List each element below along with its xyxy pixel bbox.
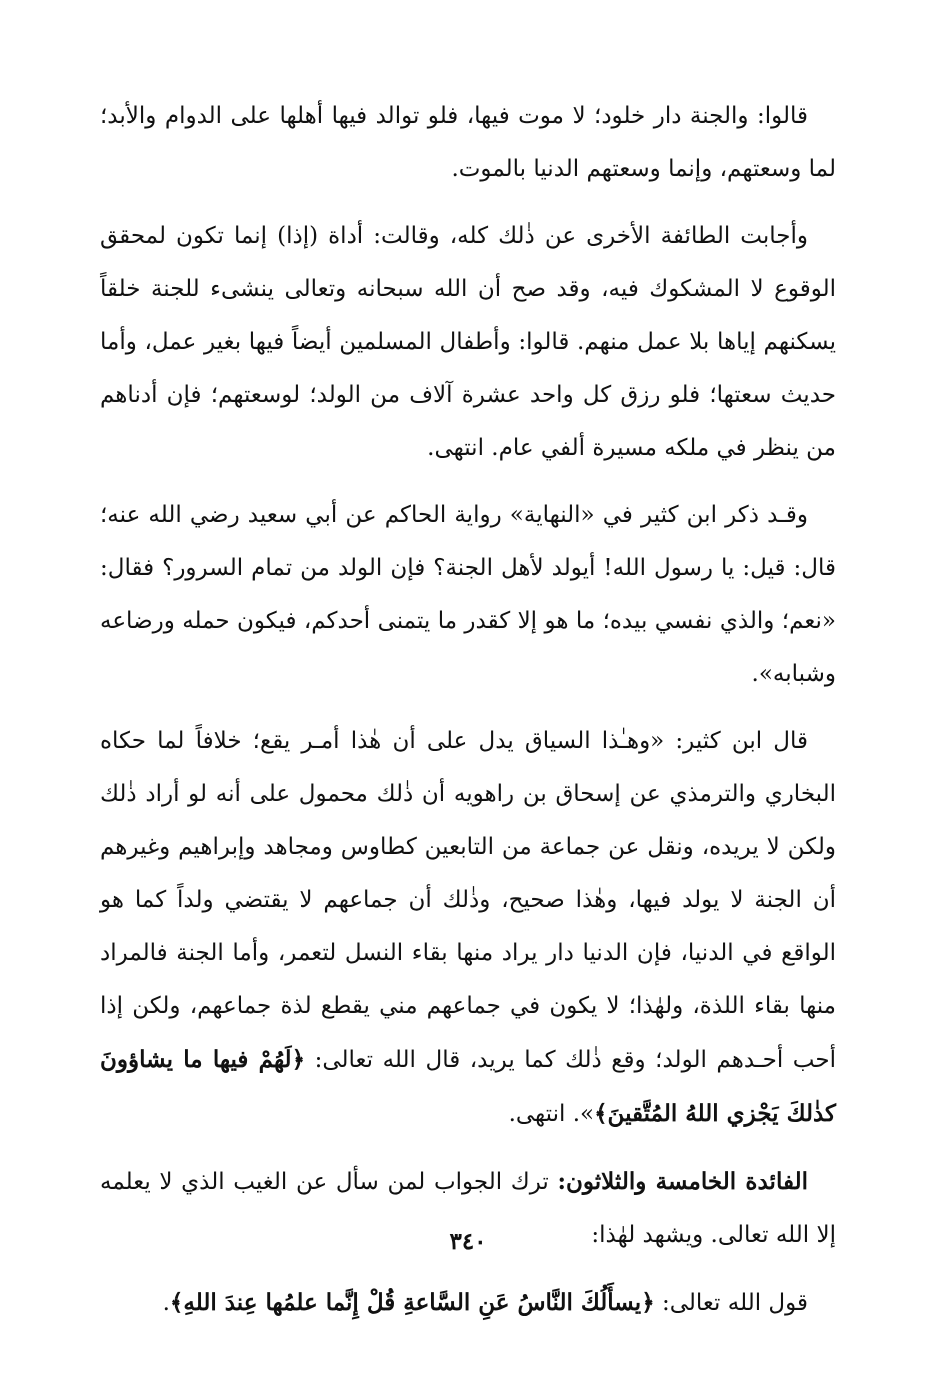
paragraph-3-text: وقـد ذكر ابن كثير في «النهاية» رواية الحاكم عن أبي سعيد رضي الله عنه؛ قال: قيل: يا رسول الله! أيولد لأهل الجنة؟ فإن الولد من تمام السرور؟ فقال: «نعم؛ والذي نفسي بيده؛ ما هو إلا كقدر ما يتمنى أحدكم، فيكون حمله ورضاعه وشبابه». [100,502,836,687]
paragraph-4-closing: ». انتهى. [508,1101,595,1127]
body-text [100,90,836,1330]
paragraph-4 [100,715,836,1141]
paragraph-6-closing: . [162,1290,170,1316]
quran-verse-1: ﴿لَهُمْ فيها ما يشاؤونَ كذٰلكَ يَجْزي اللهُ المُتَّقينَ﴾ [100,1046,836,1127]
paragraph-4-text: قال ابن كثير: «وهـٰذا السياق يدل على أن هٰذا أمـر يقع؛ خلافاً لما حكاه البخاري والترمذي عن إسحاق بن راهويه أن ذٰلك محمول على أنه لو أراد ذٰلك ولكن لا يريده، ونقل عن جماعة من التابعين كطاوس ومجاهد وإبراهيم وغيرهم أن الجنة لا يولد فيها، وهٰذا صحيح، وذٰلك أن جماعهم لا يقتضي ولداً كما هو الواقع في الدنيا، فإن الدنيا دار يراد منها بقاء النسل لتعمر، وأما الجنة فالمراد منها بقاء اللذة، ولهٰذا؛ لا يكون في جماعهم مني يقطع لذة جماعهم، ولكن إذا أحب أحـدهم الولد؛ وقع ذٰلك كما يريد، قال الله تعالى: [100,728,836,1073]
paragraph-6-text: قول الله تعالى: [662,1290,808,1316]
paragraph-2-text: وأجابت الطائفة الأخرى عن ذٰلك كله، وقالت: أداة (إذا) إنما تكون لمحقق الوقوع لا المشكوك فيه، وقد صح أن الله سبحانه وتعالى ينشىء للجنة خلقاً يسكنهم إياها بلا عمل منهم. قالوا: وأطفال المسلمين أيضاً فيها بغير عمل، وأما حديث سعتها؛ فلو رزق كل واحد عشرة آلاف من الولد؛ لوسعتهم؛ فإن أدناهم من ينظر في ملكه مسيرة ألفي عام. انتهى. [100,223,836,461]
paragraph-2 [100,210,836,475]
benefit-heading: الفائدة الخامسة والثلاثون: [557,1168,809,1195]
paragraph-3 [100,489,836,701]
paragraph-1-text: قالوا: والجنة دار خلود؛ لا موت فيها، فلو توالد فيها أهلها على الدوام والأبد؛ لما وسعتهم، وإنما وسعتهم الدنيا بالموت. [100,103,836,182]
paragraph-5-text: ترك الجواب لمن سأل عن الغيب الذي لا يعلمه إلا الله تعالى. ويشهد لهٰذا: [100,1169,836,1248]
paragraph-1 [100,90,836,196]
paragraph-6 [100,1276,836,1330]
page-number: ٣٤٠ [449,1228,487,1255]
quran-verse-2: ﴿يسأَلُكَ النَّاسُ عَنِ السَّاعةِ قُلْ إِنَّما علمُها عِندَ اللهِ﴾ [169,1289,655,1316]
